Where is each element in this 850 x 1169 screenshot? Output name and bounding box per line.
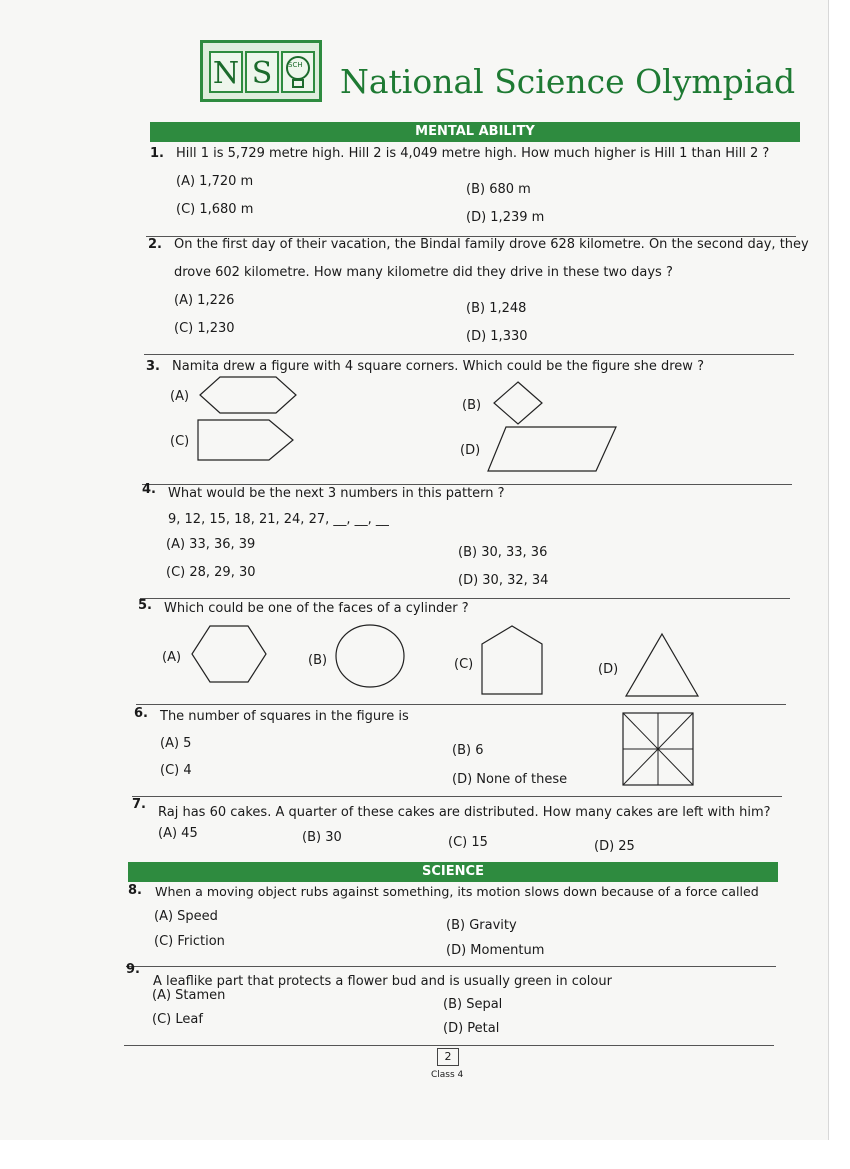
option-c: (C) — [454, 657, 474, 672]
nso-logo — [200, 40, 322, 102]
option-d: (D) — [460, 443, 481, 458]
option-b: (B) 680 m — [466, 182, 531, 197]
parallelogram-icon — [486, 425, 618, 473]
option-a: (A) 33, 36, 39 — [166, 537, 256, 552]
option-a: (A) Stamen — [152, 988, 226, 1003]
question-text: When a moving object rubs against something, its motion slows down because of a force called — [155, 884, 759, 899]
logo-badge: SCH — [288, 61, 303, 69]
logo-letter-o — [281, 51, 315, 93]
option-d: (D) Petal — [443, 1021, 500, 1036]
option-b: (B) 1,248 — [466, 301, 527, 316]
divider — [136, 704, 786, 705]
diamond-icon — [492, 380, 544, 426]
option-d: (D) 1,239 m — [466, 210, 545, 225]
option-c: (C) 15 — [448, 835, 488, 850]
option-a: (A) — [170, 389, 190, 404]
option-b: (B) Gravity — [446, 918, 517, 933]
question-number: 9. — [126, 962, 140, 977]
logo-letter-s: S — [245, 51, 279, 93]
question-number: 2. — [148, 237, 162, 252]
option-c: (C) 4 — [160, 763, 192, 778]
option-b: (B) 30 — [302, 830, 342, 845]
option-c: (C) Leaf — [152, 1012, 203, 1027]
option-a: (A) — [162, 650, 182, 665]
section-header-science: SCIENCE — [128, 862, 778, 882]
option-d: (D) None of these — [452, 772, 568, 787]
hexagon-icon — [190, 624, 268, 684]
option-b: (B) 30, 33, 36 — [458, 545, 548, 560]
option-c: (C) Friction — [154, 934, 225, 949]
option-d: (D) 30, 32, 34 — [458, 573, 549, 588]
option-a: (A) 1,720 m — [176, 174, 254, 189]
option-c: (C) 1,680 m — [176, 202, 254, 217]
page-number: 2 — [437, 1048, 459, 1066]
option-d: (D) 1,330 — [466, 329, 528, 344]
question-number: 4. — [142, 482, 156, 497]
divider — [132, 796, 782, 797]
square-grid-icon — [622, 712, 694, 786]
option-d: (D) Momentum — [446, 943, 545, 958]
option-a: (A) 1,226 — [174, 293, 235, 308]
option-d: (D) 25 — [594, 839, 635, 854]
pentagon-arrow-icon — [197, 419, 295, 461]
divider — [124, 1045, 774, 1046]
class-label: Class 4 — [431, 1070, 464, 1080]
divider — [126, 966, 776, 967]
option-b: (B) — [462, 398, 482, 413]
option-a: (A) 5 — [160, 736, 192, 751]
divider — [142, 484, 792, 485]
divider — [144, 354, 794, 355]
question-text: Raj has 60 cakes. A quarter of these cakes are distributed. How many cakes are left with him? — [158, 805, 771, 820]
page-title: National Science Olympiad — [340, 62, 796, 101]
question-number: 3. — [146, 359, 160, 374]
circle-icon — [334, 624, 406, 688]
question-text: What would be the next 3 numbers in this pattern ? — [168, 486, 505, 501]
question-text-line-2: drove 602 kilometre. How many kilometre did they drive in these two days ? — [174, 265, 673, 280]
divider — [140, 598, 790, 599]
option-c: (C) — [170, 434, 190, 449]
option-b: (B) Sepal — [443, 997, 503, 1012]
section-header-mental-ability: MENTAL ABILITY — [150, 122, 800, 142]
question-number: 5. — [138, 598, 152, 613]
option-a: (A) 45 — [158, 826, 198, 841]
question-number: 8. — [128, 883, 142, 898]
question-number: 6. — [134, 706, 148, 721]
question-text: Which could be one of the faces of a cylinder ? — [164, 601, 469, 616]
option-a: (A) Speed — [154, 909, 218, 924]
bulb-icon — [283, 53, 313, 91]
question-number: 7. — [132, 797, 146, 812]
question-text: Hill 1 is 5,729 metre high. Hill 2 is 4,049 metre high. How much higher is Hill 1 than Hill 2 ? — [176, 146, 770, 161]
question-text-line-1: On the first day of their vacation, the Bindal family drove 628 kilometre. On the second day, they — [174, 237, 809, 252]
question-text: Namita drew a figure with 4 square corners. Which could be the figure she drew ? — [172, 359, 704, 374]
question-text: The number of squares in the figure is — [160, 709, 409, 724]
question-text: A leaflike part that protects a flower bud and is usually green in colour — [153, 974, 612, 989]
question-number: 1. — [150, 146, 164, 161]
hexagon-icon — [198, 375, 298, 415]
number-pattern: 9, 12, 15, 18, 21, 24, 27, __, __, __ — [168, 512, 389, 527]
option-c: (C) 1,230 — [174, 321, 235, 336]
option-b: (B) 6 — [452, 743, 484, 758]
triangle-icon — [624, 632, 700, 698]
logo-letter-n: N — [209, 51, 243, 93]
option-d: (D) — [598, 662, 619, 677]
house-pentagon-icon — [480, 624, 544, 696]
option-c: (C) 28, 29, 30 — [166, 565, 256, 580]
option-b: (B) — [308, 653, 328, 668]
